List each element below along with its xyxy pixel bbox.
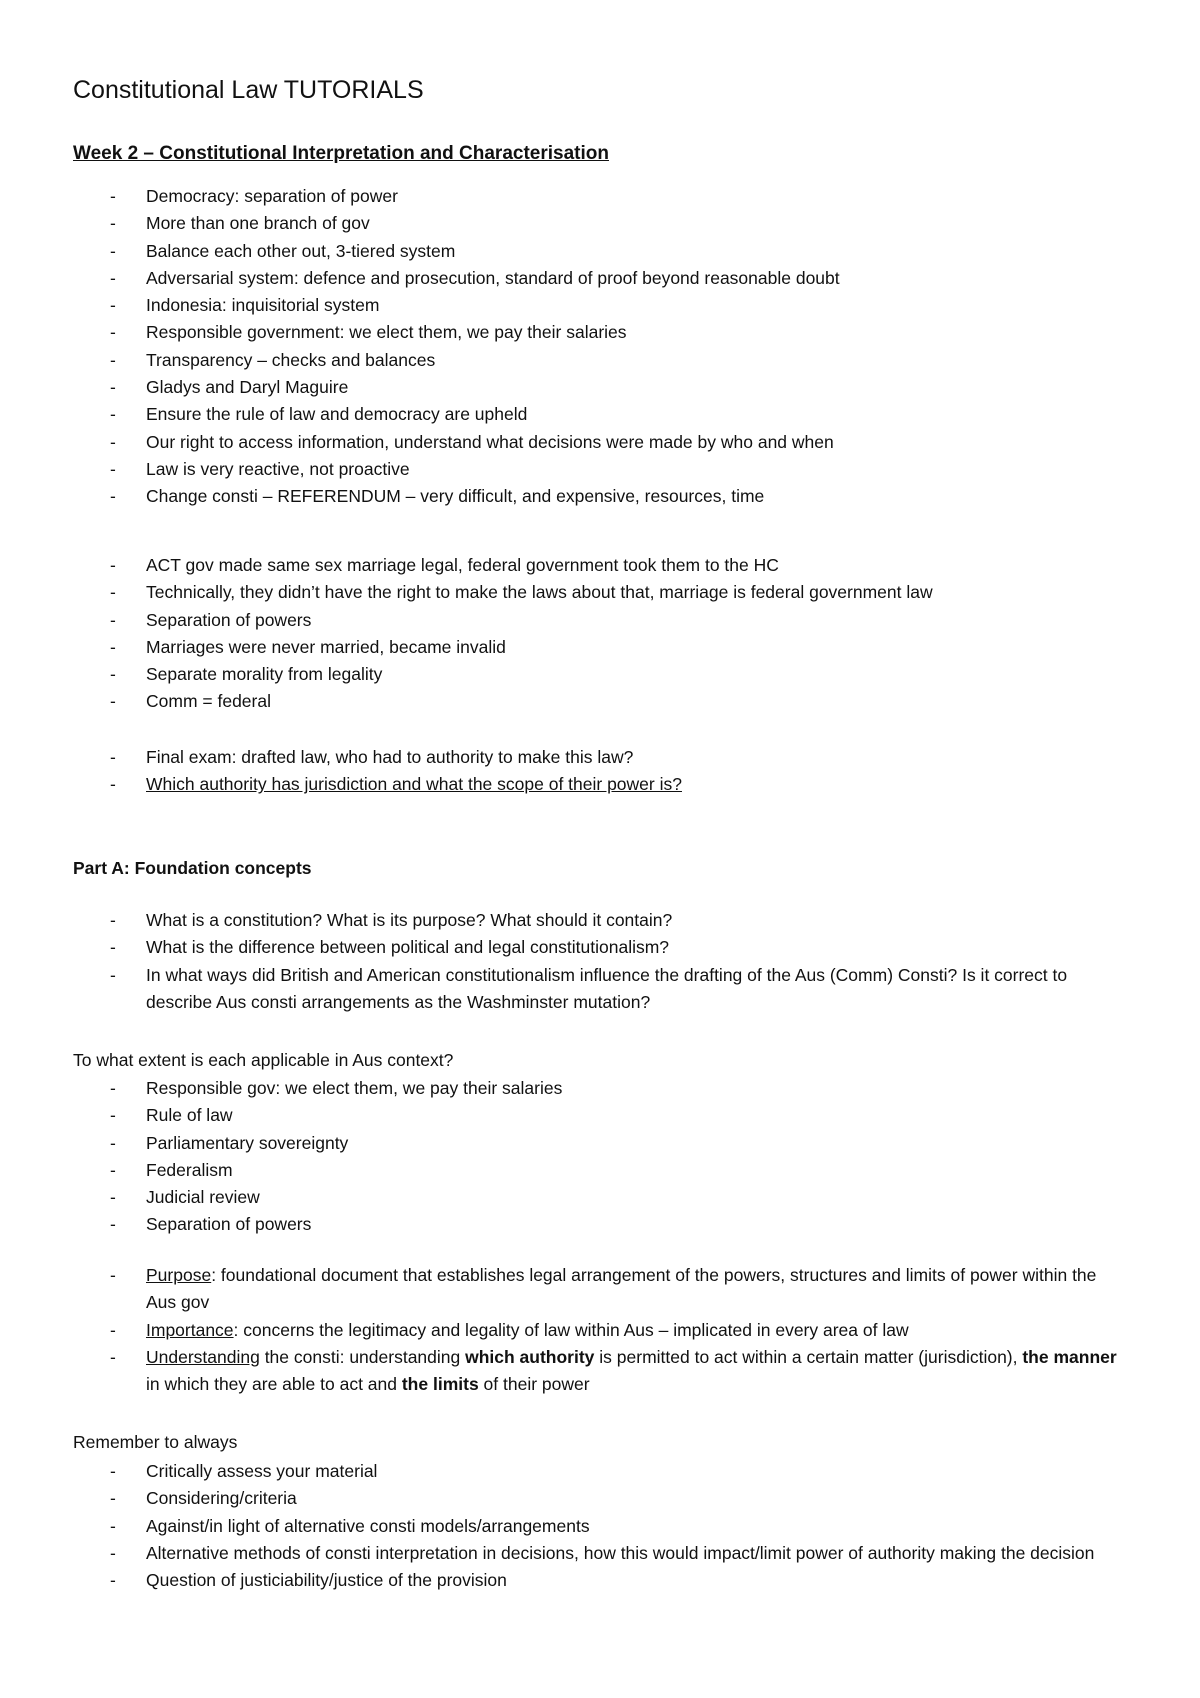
list-item-text: Separate morality from legality [146, 664, 383, 685]
bullet-list-concepts [0, 1075, 1200, 1239]
dash-marker: - [110, 664, 116, 685]
list-item [0, 292, 1200, 319]
list-item [0, 265, 1200, 292]
dash-marker: - [110, 240, 116, 261]
list-item-text: Responsible government: we elect them, we pay their salaries [146, 322, 627, 343]
list-item-text: Our right to access information, understand what decisions were made by who and when [146, 431, 834, 452]
week-heading: Week 2 – Constitutional Interpretation and Characterisation [73, 143, 609, 164]
dash-marker: - [110, 636, 116, 657]
dash-marker: - [110, 1542, 116, 1563]
list-item-text: Parliamentary sovereignty [146, 1132, 349, 1153]
dash-marker: - [110, 1105, 116, 1126]
list-item-text: Separation of powers [146, 609, 312, 630]
list-item [0, 634, 1200, 661]
dash-marker: - [110, 691, 116, 712]
dash-marker: - [110, 295, 116, 316]
list-item [0, 319, 1200, 346]
list-item-text: What is the difference between political and legal constitutionalism? [146, 937, 670, 958]
bullet-list-intro [0, 183, 1200, 511]
list-item-text: Balance each other out, 3-tiered system [146, 240, 456, 261]
part-a-heading: Part A: Foundation concepts [73, 858, 312, 878]
list-item [0, 962, 1200, 1017]
bullet-list-final-exam [0, 744, 1200, 799]
dash-marker: - [110, 1488, 116, 1509]
list-item-text: Which authority has jurisdiction and what the scope of their power is? [146, 774, 682, 795]
dash-marker: - [110, 1461, 116, 1481]
list-item [0, 238, 1200, 265]
list-item-text: Against/in light of alternative consti models/arrangements [146, 1515, 590, 1536]
list-item [0, 1075, 1200, 1102]
list-item-text: Alternative methods of consti interpretation in decisions, how this would impact/limit power of authority making the decision [146, 1542, 1095, 1563]
list-item-text: Adversarial system: defence and prosecution, standard of proof beyond reasonable doubt [146, 267, 840, 288]
list-item-text: Critically assess your material [146, 1461, 378, 1481]
dash-marker: - [110, 747, 116, 767]
list-item [0, 1102, 1200, 1129]
list-item [0, 1211, 1200, 1238]
dash-marker: - [110, 609, 116, 630]
list-item-text: In what ways did British and American constitutionalism influence the drafting of the Aus (Comm) Consti? Is it correct to describe Aus consti arrangements as the Washminster mutation? [146, 964, 1068, 1012]
list-item-text: Transparency – checks and balances [146, 349, 436, 370]
dash-marker: - [110, 1187, 116, 1208]
list-item-text: Ensure the rule of law and democracy are upheld [146, 404, 528, 425]
dash-marker: - [110, 377, 116, 398]
list-item [0, 401, 1200, 428]
list-item-text: Indonesia: inquisitorial system [146, 295, 380, 316]
list-item-text: Marriages were never married, became invalid [146, 636, 506, 657]
dash-marker: - [110, 322, 116, 343]
dash-marker: - [110, 774, 116, 795]
dash-marker: - [110, 404, 116, 425]
extent-intro: To what extent is each applicable in Aus context? [73, 1050, 454, 1070]
understanding-bold: the limits [401, 1374, 479, 1395]
list-item [0, 1184, 1200, 1211]
importance-label: Importance [146, 1319, 234, 1340]
list-item [0, 907, 1200, 934]
list-item [0, 607, 1200, 634]
list-item-text: Technically, they didn’t have the right to make the laws about that, marriage is federal government law [146, 582, 933, 603]
dash-marker: - [110, 213, 116, 234]
list-item-text: Separation of powers [146, 1214, 312, 1235]
list-item [0, 456, 1200, 483]
list-item-text: Law is very reactive, not proactive [146, 458, 410, 479]
purpose-label: Purpose [146, 1265, 212, 1285]
bullet-list-same-sex-marriage [0, 552, 1200, 716]
list-item [0, 347, 1200, 374]
list-item [0, 210, 1200, 237]
list-item [0, 429, 1200, 456]
bullet-list-questions [0, 907, 1200, 1016]
list-item-text: Change consti – REFERENDUM – very difficult, and expensive, resources, time [146, 486, 765, 507]
list-item [0, 661, 1200, 688]
list-item [0, 1567, 1200, 1594]
list-item [0, 183, 1200, 210]
list-item [0, 1317, 1200, 1344]
dash-marker: - [110, 186, 116, 206]
list-item [0, 579, 1200, 606]
dash-marker: - [110, 349, 116, 370]
bullet-list-consti-overview [0, 1262, 1200, 1398]
dash-marker: - [110, 1078, 116, 1098]
dash-marker: - [110, 1319, 116, 1340]
dash-marker: - [110, 1214, 116, 1235]
dash-marker: - [110, 555, 116, 575]
dash-marker: - [110, 486, 116, 507]
list-item-text: Final exam: drafted law, who had to authority to make this law? [146, 747, 634, 767]
dash-marker: - [110, 1515, 116, 1536]
purpose-text: : foundational document that establishes legal arrangement of the powers, structures and limits of power within the Aus gov [146, 1265, 1097, 1313]
list-item-text: Considering/criteria [146, 1488, 297, 1509]
list-item [0, 483, 1200, 510]
list-item [0, 1458, 1200, 1485]
dash-marker: - [110, 964, 116, 985]
importance-text: : concerns the legitimacy and legality of law within Aus – implicated in every area of law [233, 1319, 909, 1340]
list-item-text: Comm = federal [146, 691, 271, 712]
list-item [0, 1262, 1200, 1317]
list-item [0, 552, 1200, 579]
list-item [0, 688, 1200, 715]
understanding-bold: which authority [465, 1346, 595, 1367]
list-item [0, 1157, 1200, 1184]
understanding-text: the consti: understanding [259, 1346, 466, 1367]
dash-marker: - [110, 937, 116, 958]
dash-marker: - [110, 1265, 116, 1285]
remember-intro: Remember to always [73, 1432, 238, 1452]
list-item [0, 1485, 1200, 1512]
dash-marker: - [110, 267, 116, 288]
dash-marker: - [110, 431, 116, 452]
list-item [0, 934, 1200, 961]
list-item [0, 1344, 1200, 1399]
list-item-text: More than one branch of gov [146, 213, 370, 234]
dash-marker: - [110, 582, 116, 603]
list-item-text: Rule of law [146, 1105, 233, 1126]
dash-marker: - [110, 910, 116, 930]
list-item-text: Question of justiciability/justice of the provision [146, 1570, 507, 1591]
understanding-text: of their power [478, 1374, 590, 1395]
list-item-text: Responsible gov: we elect them, we pay their salaries [146, 1078, 563, 1098]
dash-marker: - [110, 1346, 116, 1367]
understanding-label: Understanding [146, 1346, 260, 1367]
list-item [0, 744, 1200, 771]
understanding-text: is permitted to act within a certain matter (jurisdiction), [594, 1346, 1023, 1367]
list-item-text: Democracy: separation of power [146, 186, 398, 206]
list-item-text: Judicial review [146, 1187, 260, 1208]
document-title: Constitutional Law TUTORIALS [73, 76, 424, 104]
list-item [0, 771, 1200, 798]
list-item [0, 1130, 1200, 1157]
list-item-text: Federalism [146, 1159, 233, 1180]
list-item [0, 374, 1200, 401]
list-item-text: What is a constitution? What is its purpose? What should it contain? [146, 910, 673, 930]
list-item [0, 1513, 1200, 1540]
understanding-text: in which they are able to act and [146, 1374, 402, 1395]
dash-marker: - [110, 1132, 116, 1153]
bullet-list-remember [0, 1458, 1200, 1594]
list-item [0, 1540, 1200, 1567]
dash-marker: - [110, 1570, 116, 1591]
list-item-text: Gladys and Daryl Maguire [146, 377, 349, 398]
dash-marker: - [110, 458, 116, 479]
list-item-text: ACT gov made same sex marriage legal, federal government took them to the HC [146, 555, 779, 575]
dash-marker: - [110, 1159, 116, 1180]
understanding-bold: the manner [1022, 1346, 1117, 1367]
